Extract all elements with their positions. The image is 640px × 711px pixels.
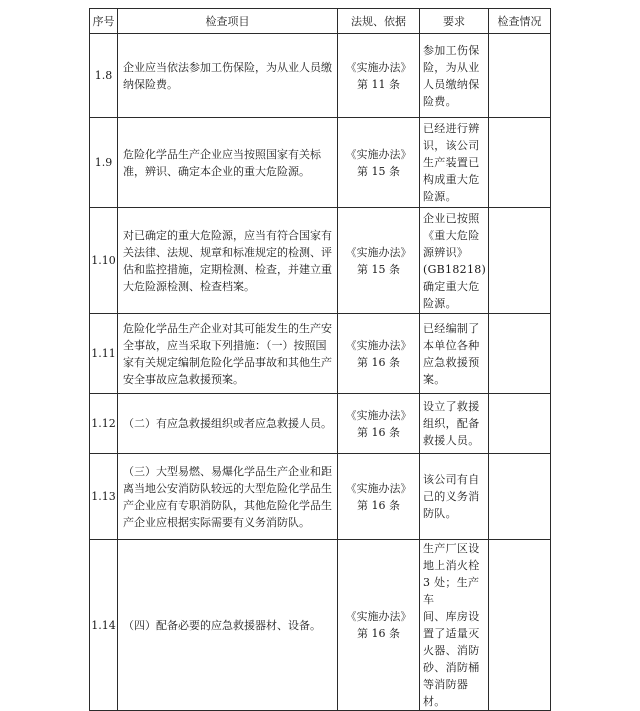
req-line: 防队。 <box>423 507 457 520</box>
row-no: 1.10 <box>90 208 118 314</box>
law-name: 《实施办法》 <box>345 338 412 352</box>
row-check[interactable] <box>489 454 551 540</box>
law-clause: 第 16 条 <box>357 355 400 369</box>
row-req <box>420 118 489 208</box>
req-line: 己的义务消 <box>423 490 480 503</box>
header-check: 检查情况 <box>489 9 551 34</box>
row-req <box>420 34 489 118</box>
header-no: 序号 <box>90 9 118 34</box>
row-law <box>338 118 420 208</box>
law-clause: 第 15 条 <box>357 164 400 178</box>
row-law <box>338 454 420 540</box>
req-line: 火器、消防 <box>423 644 480 657</box>
req-line: 该公司有自 <box>423 473 480 486</box>
row-req <box>420 454 489 540</box>
law-name: 《实施办法》 <box>345 147 412 161</box>
req-line: 已经进行辨 <box>423 122 480 135</box>
req-line: 确定重大危 <box>423 279 480 293</box>
row-req <box>420 314 489 394</box>
row-req <box>420 394 489 454</box>
row-law <box>338 394 420 454</box>
req-line: 险，为从业 <box>423 60 480 74</box>
req-line: 险源。 <box>423 190 457 203</box>
row-check[interactable] <box>489 118 551 208</box>
req-line: 参加工伤保 <box>423 43 480 57</box>
header-req: 要求 <box>420 9 489 34</box>
table-row <box>90 208 551 314</box>
row-check[interactable] <box>489 540 551 711</box>
row-check[interactable] <box>489 394 551 454</box>
row-no: 1.8 <box>90 34 118 118</box>
row-check[interactable] <box>489 314 551 394</box>
req-line: 生产厂区设 <box>423 542 480 555</box>
req-line: 险费。 <box>423 94 457 108</box>
law-clause: 第 16 条 <box>357 627 400 640</box>
table-row <box>90 314 551 394</box>
law-name: 《实施办法》 <box>345 245 412 259</box>
law-clause: 第 11 条 <box>357 77 400 91</box>
row-req <box>420 208 489 314</box>
table-row <box>90 540 551 711</box>
header-law: 法规、依据 <box>338 9 420 34</box>
law-name: 《实施办法》 <box>345 60 412 74</box>
row-no: 1.13 <box>90 454 118 540</box>
header-row <box>90 9 551 34</box>
law-name: 《实施办法》 <box>345 481 412 495</box>
req-line: 3 处；生产车 <box>423 576 480 606</box>
row-law <box>338 208 420 314</box>
req-line: 砂、消防桶 <box>423 661 480 674</box>
row-item: 对已确定的重大危险源，应当有符合国家有关法律、法规、规章和标准规定的检测、评估和监控措施，定期检测、检查，并建立重大危险源检测、检查档案。 <box>118 208 338 314</box>
req-line: 险源。 <box>423 296 457 310</box>
header-item: 检查项目 <box>118 9 338 34</box>
table-row <box>90 394 551 454</box>
req-line: 构成重大危 <box>423 173 480 186</box>
row-no: 1.12 <box>90 394 118 454</box>
req-line: 《重大危险 <box>423 228 480 242</box>
req-line: 已经编制了 <box>423 321 480 335</box>
req-line: 材。 <box>423 695 446 708</box>
req-line: 地上消火栓 <box>423 559 480 572</box>
row-law <box>338 34 420 118</box>
row-item: （二）有应急救援组织或者应急救援人员。 <box>118 394 338 454</box>
req-line: 应急救援预案。 <box>423 355 480 386</box>
law-clause: 第 16 条 <box>357 498 400 512</box>
row-req <box>420 540 489 711</box>
row-check[interactable] <box>489 34 551 118</box>
req-line: (GB18218) <box>423 262 487 276</box>
law-clause: 第 16 条 <box>357 425 400 439</box>
req-line: 救援人员。 <box>423 434 480 447</box>
req-line: 组织，配备 <box>423 417 480 430</box>
row-item: （三）大型易燃、易爆化学品生产企业和距离当地公安消防队较远的大型危险化学品生产企业应有专职消防队，其他危险化学品生产企业应根据实际需要有义务消防队。 <box>118 454 338 540</box>
req-line: 置了适量灭 <box>423 627 480 640</box>
inspection-table <box>89 8 551 711</box>
row-no: 1.14 <box>90 540 118 711</box>
row-law <box>338 540 420 711</box>
req-line: 设立了救援 <box>423 400 480 413</box>
req-line: 等消防器 <box>423 678 469 691</box>
table-row <box>90 34 551 118</box>
law-clause: 第 15 条 <box>357 262 400 276</box>
row-item: 危险化学品生产企业对其可能发生的生产安全事故，应当采取下列措施：（一）按照国家有关规定编制危险化学品事故和其他生产安全事故应急救援预案。 <box>118 314 338 394</box>
req-line: 本单位各种 <box>423 338 480 352</box>
row-check[interactable] <box>489 208 551 314</box>
req-line: 间、库房设 <box>423 610 480 623</box>
row-no: 1.11 <box>90 314 118 394</box>
req-line: 源辨识》 <box>423 245 469 259</box>
row-law <box>338 314 420 394</box>
row-no: 1.9 <box>90 118 118 208</box>
row-item: 企业应当依法参加工伤保险，为从业人员缴纳保险费。 <box>118 34 338 118</box>
req-line: 识，该公司 <box>423 139 480 152</box>
row-item: 危险化学品生产企业应当按照国家有关标准，辨识、确定本企业的重大危险源。 <box>118 118 338 208</box>
table-row <box>90 118 551 208</box>
row-item: （四）配备必要的应急救援器材、设备。 <box>118 540 338 711</box>
law-name: 《实施办法》 <box>345 610 412 623</box>
req-line: 人员缴纳保 <box>423 77 480 91</box>
law-name: 《实施办法》 <box>345 408 412 422</box>
table-row <box>90 454 551 540</box>
req-line: 生产装置已 <box>423 156 480 169</box>
req-line: 企业已按照 <box>423 211 480 225</box>
